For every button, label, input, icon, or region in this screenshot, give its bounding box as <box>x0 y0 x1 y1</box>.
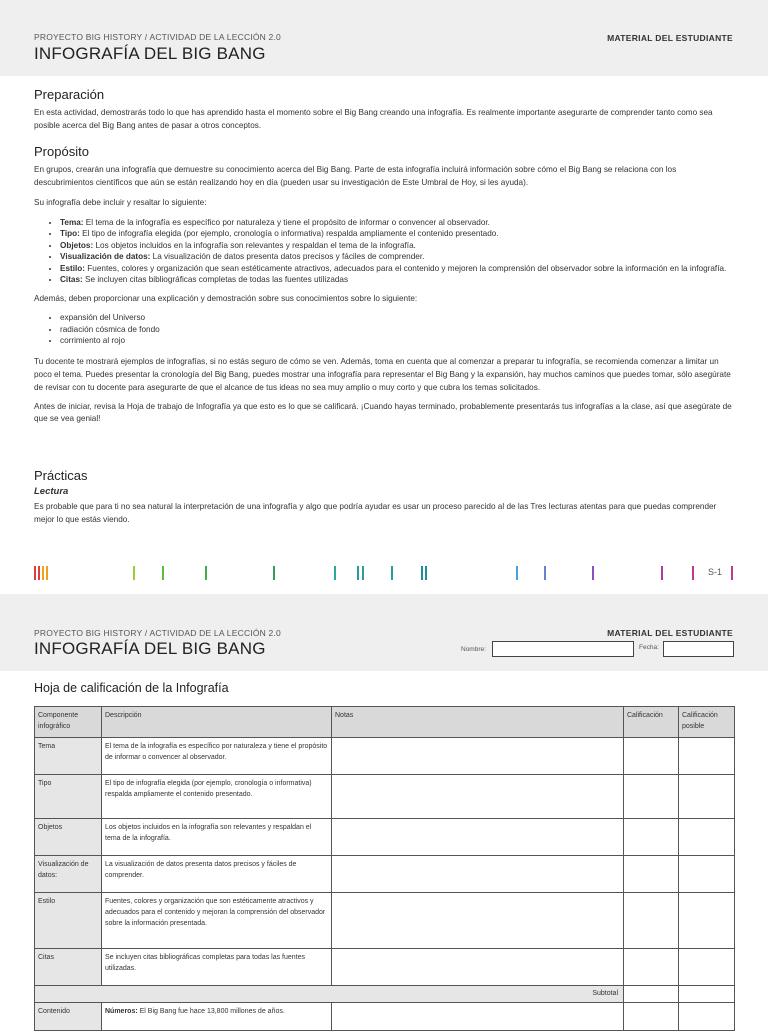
preparacion-section <box>34 87 734 132</box>
description-cell: El tipo de infografía elegida (por ejemplo, cronología o informativa) respalda ampliamente el contenido presentado. <box>102 775 332 819</box>
color-bar <box>205 566 207 580</box>
component-cell: Tema <box>35 738 102 775</box>
score-cell[interactable] <box>624 893 679 949</box>
component-cell: Tipo <box>35 775 102 819</box>
possible-score-cell <box>679 738 735 775</box>
lectura-subheading: Lectura <box>34 486 69 497</box>
color-bar <box>425 566 427 580</box>
fecha-label: Fecha: <box>639 644 659 651</box>
notes-cell[interactable] <box>332 949 624 986</box>
description-cell: Fuentes, colores y organización que son estéticamente atractivos y adecuados para el contenido y mejoran la comprensión del observador sobre la información presentada. <box>102 893 332 949</box>
description-cell: Números: El Big Bang fue hace 13,800 millones de años. <box>102 1003 332 1031</box>
rubric-table <box>34 706 735 1031</box>
column-header: Calificación posible <box>679 707 735 738</box>
subtotal-possible-cell <box>679 986 735 1003</box>
color-bar-strip <box>0 566 768 580</box>
subtotal-label: Subtotal <box>35 986 624 1003</box>
table-row <box>35 738 735 775</box>
proposito-section <box>34 144 734 426</box>
topics-list <box>34 312 734 347</box>
proposito-paragraph-4: Antes de iniciar, revisa la Hoja de trabajo de Infografía ya que esto es lo que se calificará. ¡Cuando hayas terminado, probablemente presentarás tus infografías a la clase, así que asegúrate de que se vea genial! <box>34 401 732 423</box>
description-cell: Los objetos incluidos en la infografía son relevantes y respaldan el tema de la infografía. <box>102 819 332 856</box>
list-item: • Tipo: El tipo de infografía elegida (por ejemplo, cronología o informativa) respalda ampliamente el contenido presentado. <box>60 228 734 240</box>
score-cell[interactable] <box>624 775 679 819</box>
proposito-paragraph-3: Tu docente te mostrará ejemplos de infografías, si no estás seguro de cómo se ven. Además, toma en cuenta que al comenzar a preparar tu infografía, se recomienda comenzar a limitar un poco el tema. Puedes presentar la cronología del Big Bang, puedes mostrar una infografía para representar el Big Bang y la expansión, hay muchos caminos que puedes tomar, sólo asegúrate de revisar con tu docente para asegurarte de que el alcance de tus ideas no sea muy amplio o muy corto y que cubra los temas solicitados. <box>34 356 731 392</box>
description-cell: La visualización de datos presenta datos precisos y fáciles de comprender. <box>102 856 332 893</box>
proposito-text: En grupos, crearán una infografía que demuestre su conocimiento acerca del Big Bang. Parte de esta infografía incluirá información sobre cómo el Big Bang se relaciona con los descubrimientos científicos que aún se están realizando hoy en día (pueden usar su investigación de Este Umbral de Hoy, si les ayuda). <box>34 165 677 187</box>
fecha-field[interactable] <box>663 641 734 657</box>
score-cell[interactable] <box>624 856 679 893</box>
color-bar <box>38 566 40 580</box>
description-cell: Se incluyen citas bibliográficas completas para todas las fuentes utilizadas. <box>102 949 332 986</box>
practicas-text: Es probable que para ti no sea natural la interpretación de una infografía y algo que podría ayudar es usar un proceso parecido al de las Tres lecturas atentas para que puedas comprender mejor lo que estás viendo. <box>34 502 717 524</box>
notes-cell[interactable] <box>332 775 624 819</box>
component-cell: Citas <box>35 949 102 986</box>
preparacion-heading: Preparación <box>34 87 105 102</box>
page-title: INFOGRAFÍA DEL BIG BANG <box>34 639 266 658</box>
possible-score-cell <box>679 893 735 949</box>
practicas-section <box>34 468 734 526</box>
possible-score-cell <box>679 819 735 856</box>
color-bar <box>273 566 275 580</box>
subtotal-row <box>35 986 735 1003</box>
color-bar <box>692 566 694 580</box>
possible-score-cell <box>679 856 735 893</box>
criteria-list <box>34 217 734 286</box>
color-bar <box>34 566 36 580</box>
description-cell: El tema de la infografía es específico por naturaleza y tiene el propósito de informar o convencer al observador. <box>102 738 332 775</box>
table-row <box>35 949 735 986</box>
column-header: Componente infográfico <box>35 707 102 738</box>
subtotal-score-cell[interactable] <box>624 986 679 1003</box>
color-bar <box>544 566 546 580</box>
list-item: • Estilo: Fuentes, colores y organización que sean estéticamente atractivos, adecuados para el contenido y mejoren la comprensión del observador sobre la información en la infografía. <box>60 263 734 275</box>
table-row <box>35 893 735 949</box>
breadcrumb: PROYECTO BIG HISTORY / ACTIVIDAD DE LA LECCIÓN 2.0 <box>34 628 281 638</box>
column-header: Notas <box>332 707 624 738</box>
color-bar <box>46 566 48 580</box>
page-number: S-1 <box>707 567 722 577</box>
notes-cell[interactable] <box>332 1003 624 1031</box>
proposito-lead: Su infografía debe incluir y resaltar lo siguiente: <box>34 198 207 207</box>
possible-score-cell <box>679 1003 735 1031</box>
color-bar <box>391 566 393 580</box>
nombre-field[interactable] <box>492 641 634 657</box>
nombre-label: Nombre: <box>461 646 486 653</box>
material-label: MATERIAL DEL ESTUDIANTE <box>607 628 733 638</box>
material-label: MATERIAL DEL ESTUDIANTE <box>607 33 733 43</box>
color-bar <box>357 566 359 580</box>
list-item: • Objetos: Los objetos incluidos en la infografía son relevantes y respaldan el tema de la infografía. <box>60 240 734 252</box>
list-item: • Citas: Se incluyen citas bibliográficas completas de todas las fuentes utilizadas <box>60 274 734 286</box>
list-item: • expansión del Universo <box>60 312 734 324</box>
score-cell[interactable] <box>624 949 679 986</box>
proposito-lead-2: Además, deben proporcionar una explicación y demostración sobre sus conocimientos sobre lo siguiente: <box>34 293 418 303</box>
list-item: • Visualización de datos: La visualización de datos presenta datos precisos y fáciles de comprender. <box>60 251 734 263</box>
page-header <box>0 594 768 671</box>
color-bar <box>162 566 164 580</box>
possible-score-cell <box>679 949 735 986</box>
breadcrumb: PROYECTO BIG HISTORY / ACTIVIDAD DE LA LECCIÓN 2.0 <box>34 32 281 42</box>
proposito-heading: Propósito <box>34 144 89 159</box>
color-bar <box>661 566 663 580</box>
component-cell: Visualización de datos: <box>35 856 102 893</box>
column-header: Calificación <box>624 707 679 738</box>
table-row <box>35 775 735 819</box>
notes-cell[interactable] <box>332 893 624 949</box>
notes-cell[interactable] <box>332 819 624 856</box>
sheet-title: Hoja de calificación de la Infografía <box>34 681 229 695</box>
table-row <box>35 819 735 856</box>
color-bar <box>334 566 336 580</box>
notes-cell[interactable] <box>332 738 624 775</box>
color-bar <box>731 566 733 580</box>
component-cell: Contenido <box>35 1003 102 1031</box>
score-cell[interactable] <box>624 738 679 775</box>
page-header <box>0 0 768 76</box>
column-header: Descripción <box>102 707 332 738</box>
list-item: • radiación cósmica de fondo <box>60 324 734 336</box>
color-bar <box>421 566 423 580</box>
list-item: • Tema: El tema de la infografía es específico por naturaleza y tiene el propósito de informar o convencer al observador. <box>60 217 734 229</box>
color-bar <box>592 566 594 580</box>
component-cell: Estilo <box>35 893 102 949</box>
notes-cell[interactable] <box>332 856 624 893</box>
table-row <box>35 1003 735 1031</box>
table-header-row <box>35 707 735 738</box>
table-row <box>35 856 735 893</box>
list-item: • corrimiento al rojo <box>60 335 734 347</box>
component-cell: Objetos <box>35 819 102 856</box>
possible-score-cell <box>679 775 735 819</box>
score-cell[interactable] <box>624 819 679 856</box>
color-bar <box>42 566 44 580</box>
preparacion-text: En esta actividad, demostrarás todo lo que has aprendido hasta el momento sobre el Big Bang creando una infografía. Es realmente importante asegurarte de comprender tanto como sea posible acerca del Big Bang antes de pasar a otros conceptos. <box>34 108 713 130</box>
color-bar <box>133 566 135 580</box>
color-bar <box>362 566 364 580</box>
color-bar <box>516 566 518 580</box>
page-title: INFOGRAFÍA DEL BIG BANG <box>34 44 266 63</box>
practicas-heading: Prácticas <box>34 468 88 483</box>
page-2 <box>0 594 768 1015</box>
score-cell[interactable] <box>624 1003 679 1031</box>
